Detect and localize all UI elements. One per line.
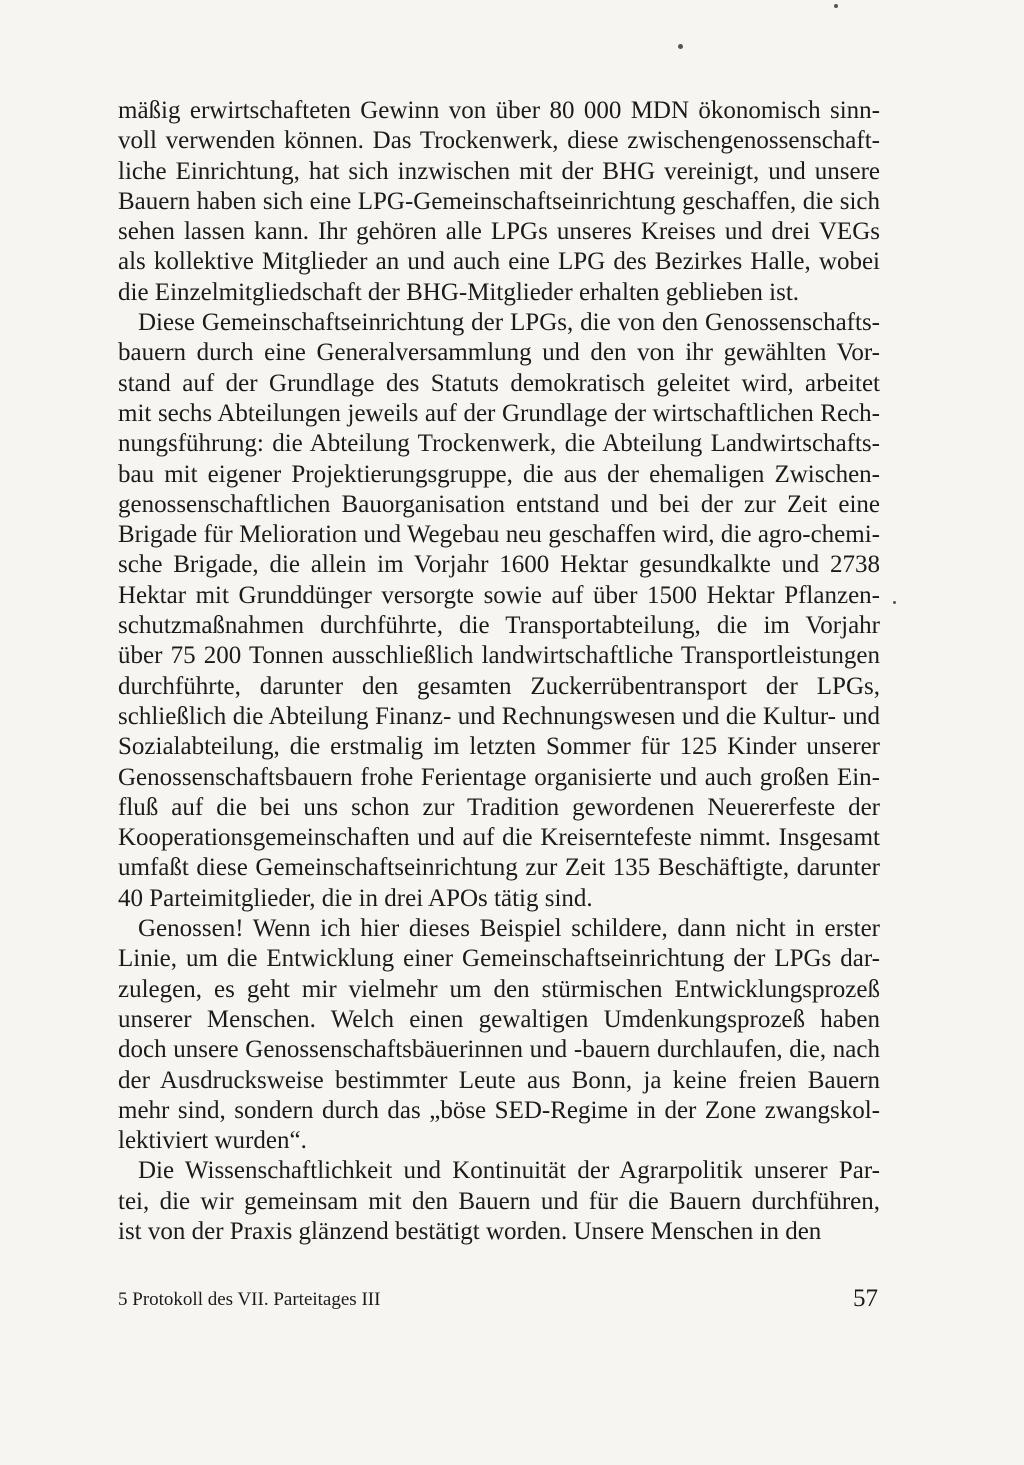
text-line: lektiviert wurden“. [118, 1127, 307, 1155]
text-line: 40 Parteimitglieder, die in drei APOs tätig sind. [118, 884, 593, 912]
text-line: bau mit eigener Projektierungsgruppe, die aus der ehemaligen Zwischen- [118, 460, 880, 488]
text-line: sehen lassen kann. Ihr gehören alle LPGs unseres Kreises und drei VEGs [118, 218, 880, 246]
text-line: schließlich die Abteilung Finanz- und Rechnungswesen und die Kultur- und [118, 702, 880, 730]
text-line: fluß auf die bei uns schon zur Tradition gewordenen Neuererfeste der [118, 793, 880, 821]
paragraph [118, 914, 880, 1156]
text-line: nungsführung: die Abteilung Trockenwerk, die Abteilung Landwirtschafts- [118, 430, 880, 458]
footer-source-line: 5 Protokoll des VII. Parteitages III [118, 1289, 381, 1310]
text-line: unserer Menschen. Welch einen gewaltigen Umdenkungsprozeß haben [118, 1005, 880, 1033]
text-line: mehr sind, sondern durch das „böse SED-Regime in der Zone zwangskol- [118, 1096, 880, 1124]
text-line: Die Wissenschaftlichkeit und Kontinuität der Agrarpolitik unserer Par- [138, 1157, 880, 1185]
text-line: Genossenschaftsbauern frohe Ferientage organisierte und auch großen Ein- [118, 763, 880, 791]
text-line: schutzmaßnahmen durchführte, die Transportabteilung, die im Vorjahr [118, 612, 880, 640]
scan-speck [834, 4, 838, 8]
paragraph [118, 308, 880, 914]
scan-speck [893, 601, 896, 604]
text-line: über 75 200 Tonnen ausschließlich landwirtschaftliche Transportleistungen [118, 642, 880, 670]
text-line: mit sechs Abteilungen jeweils auf der Grundlage der wirtschaftlichen Rech- [118, 399, 880, 427]
text-line: bauern durch eine Generalversammlung und den von ihr gewählten Vor- [118, 339, 880, 367]
text-line: voll verwenden können. Das Trockenwerk, diese zwischengenossenschaft- [118, 127, 880, 155]
text-line: ist von der Praxis glänzend bestätigt worden. Unsere Menschen in den [118, 1217, 822, 1245]
text-line: die Einzelmitgliedschaft der BHG-Mitglieder erhalten geblieben ist. [118, 278, 800, 306]
paragraph [118, 1156, 880, 1247]
text-line: Linie, um die Entwicklung einer Gemeinschaftseinrichtung der LPGs dar- [118, 945, 880, 973]
text-line: stand auf der Grundlage des Statuts demokratisch geleitet wird, arbeitet [118, 369, 880, 397]
text-line: Sozialabteilung, die erstmalig im letzten Sommer für 125 Kinder unserer [118, 733, 880, 761]
text-line: der Ausdrucksweise bestimmter Leute aus Bonn, ja keine freien Bauern [118, 1066, 880, 1094]
page-number: 57 [853, 1285, 878, 1312]
text-line: mäßig erwirtschafteten Gewinn von über 80 000 MDN ökonomisch sinn- [118, 97, 880, 124]
text-line: Diese Gemeinschaftseinrichtung der LPGs, die von den Genossenschafts- [138, 309, 880, 337]
text-line: Brigade für Melioration und Wegebau neu geschaffen wird, die agro-chemi- [118, 521, 880, 549]
text-line: sche Brigade, die allein im Vorjahr 1600 Hektar gesundkalkte und 2738 [118, 551, 880, 579]
page-footer [118, 1285, 880, 1315]
text-line: liche Einrichtung, hat sich inzwischen mit der BHG vereinigt, und unsere [118, 157, 880, 185]
paragraph [118, 96, 880, 308]
body-text [118, 96, 880, 1247]
text-line: als kollektive Mitglieder an und auch eine LPG des Bezirkes Halle, wobei [118, 248, 880, 276]
text-line: Bauern haben sich eine LPG-Gemeinschaftseinrichtung geschaffen, die sich [118, 187, 880, 215]
text-line: umfaßt diese Gemeinschaftseinrichtung zur Zeit 135 Beschäftigte, darunter [118, 854, 880, 882]
text-line: tei, die wir gemeinsam mit den Bauern und für die Bauern durchführen, [118, 1187, 880, 1215]
text-line: durchführte, darunter den gesamten Zuckerrübentransport der LPGs, [118, 672, 880, 700]
text-line: zulegen, es geht mir vielmehr um den stürmischen Entwicklungsprozeß [118, 975, 880, 1003]
text-line: Genossen! Wenn ich hier dieses Beispiel schildere, dann nicht in erster [138, 915, 880, 943]
text-line: doch unsere Genossenschaftsbäuerinnen und -bauern durchlaufen, die, nach [118, 1036, 880, 1064]
scan-speck [678, 44, 683, 49]
text-line: Hektar mit Grunddünger versorgte sowie auf über 1500 Hektar Pflanzen- [118, 581, 880, 609]
text-line: genossenschaftlichen Bauorganisation entstand und bei der zur Zeit eine [118, 490, 880, 518]
text-line: Kooperationsgemeinschaften und auf die Kreiserntefeste nimmt. Insgesamt [118, 824, 880, 852]
